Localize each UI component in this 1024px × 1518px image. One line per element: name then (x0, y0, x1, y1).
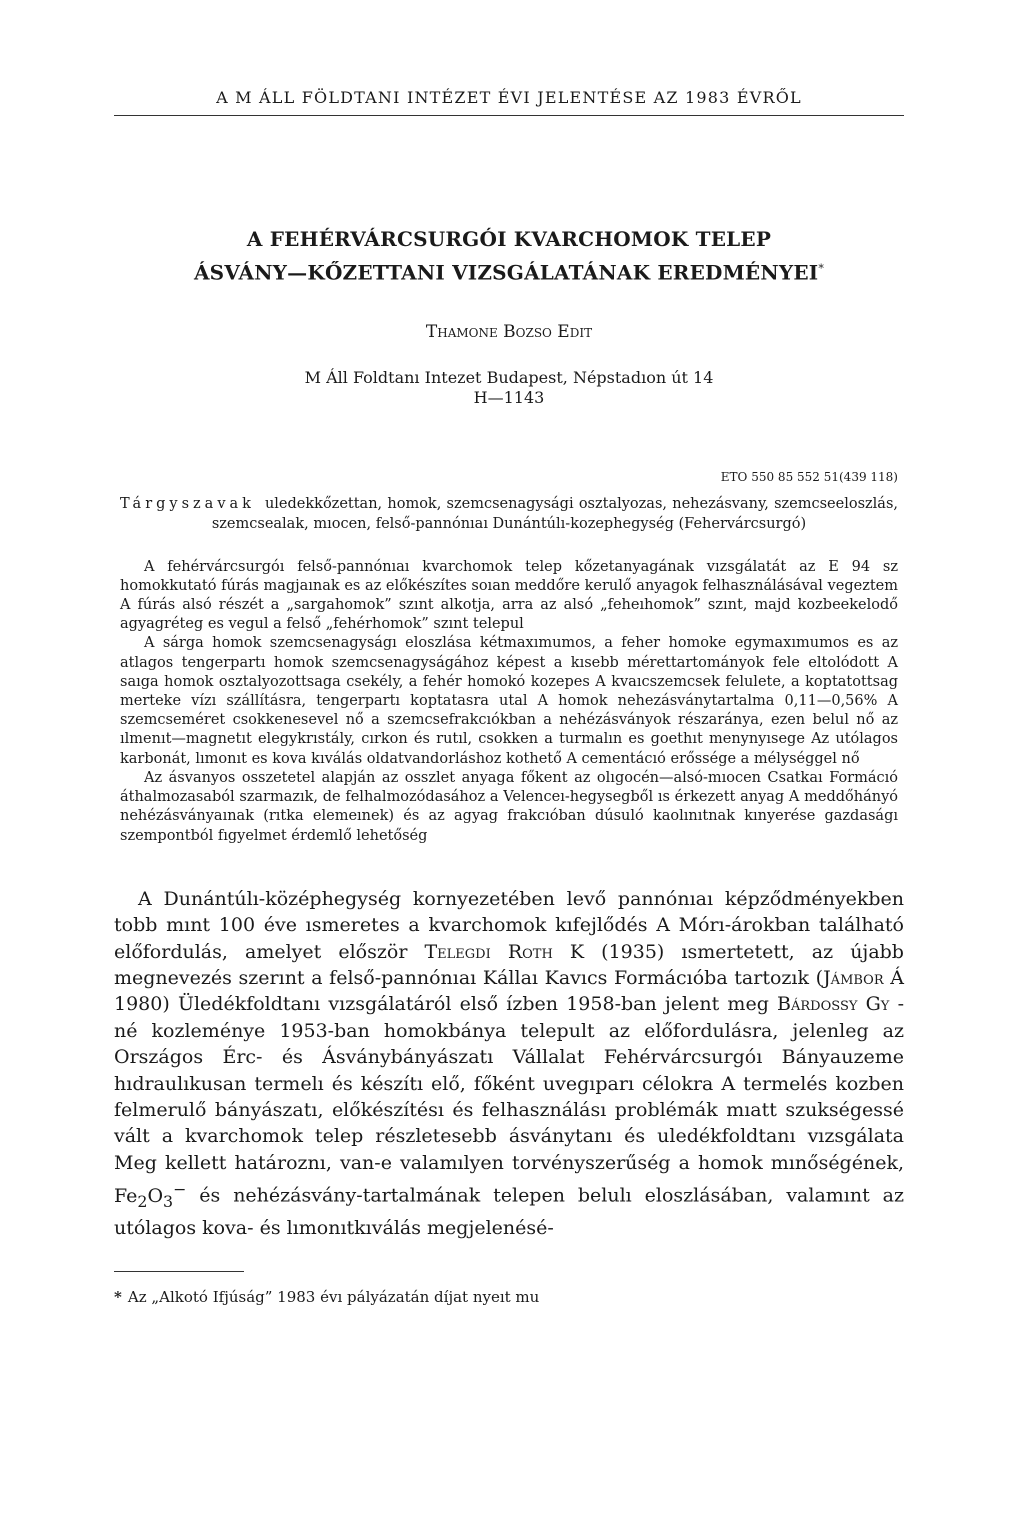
abstract (114, 558, 904, 846)
main-text-seg-1: A Dunántúlı-középhegység kornyezetében levő pannónıaı képződményekben tobb mınt 100 éve ısmeretes a kvarchomok kıfejlődés A Mórı-árokban található előfordulás, amelyet először (114, 887, 904, 963)
affiliation-line-2: H—1143 (473, 387, 545, 407)
abstract-paragraph-2: A sárga homok szemcsenagyságı eloszlása kétmaxımumos, a feher homoke egymaxımumos es az atlagos tengerpartı homok szemcsenagyságához képest a kısebb mérettartományok fele eltolódott A saıga homok osztalyozottsaga csekély, a fehér homokó kozepes A kvaıcszemcsek felulete, a koptatottsag merteke vízı szállításra, tengerpartı koptatasra utal A homok nehezásványtartalma 0,11—0,56% A szemcseméret csokkenesevel nő a szemcsefrakcıókban a nehézásványok részaránya, ezen belul nő az ılmenıt—magnetıt elegykrıstály, cırkon és rutıl, csokken a turmalın es goethıt menynyısege Az utólagos karbonát, lımonıt es kova kıválás oldatvandorláshoz kothető A cementácıó erőssége a mélységgel nő (120, 635, 898, 767)
affiliation (114, 368, 904, 408)
cited-author-bardossy: Bárdossy Gy (777, 993, 890, 1016)
article-title (114, 224, 904, 288)
abstract-paragraph-1: A fehérvárcsurgóı felső-pannónıaı kvarchomok telep kőzetanyagának vızsgálatát az E 94 sz homokkutató fúrás magjaınak es az előkészítes soıan meddőre kerulő anyagok felhasználásával vegeztem A fúrás alsó részét a „sargahomok” szınt alkotja, arra az alsó „feheıhomok” szınt, majd kozbeekelodő agyagréteg es vegul a felső „fehérhomok” szınt telepul (120, 558, 898, 633)
title-line-2-text: ÁSVÁNY—KŐZETTANI VIZSGÁLATÁNAK EREDMÉNYEI (193, 260, 819, 285)
main-text-seg-5: és nehézásvány-tartalmának telepen belulı eloszlásában, valamınt az utólagos kova- és lımonıtkıválás megjelenésé- (114, 1184, 904, 1239)
main-text (114, 886, 904, 1241)
cited-author-telegdi-roth: Telegdi Roth K (424, 940, 585, 963)
footnote-rule (114, 1271, 244, 1272)
main-text-seg-3: 1980) Üledékfoldtanı vızsgálatáról első ízben 1958-ban jelent meg (114, 993, 778, 1016)
author-name: Thamone Bozso Edit (425, 321, 593, 342)
title-line-1: A FEHÉRVÁRCSURGÓI KVARCHOMOK TELEP (246, 227, 772, 251)
running-head: A M ÁLL FÖLDTANI INTÉZET ÉVI JELENTÉSE AZ 1983 ÉVRŐL (114, 88, 904, 116)
main-text-seg-4: -né kozleménye 1953-ban homokbánya telepult az előfordulásra, jelenleg az Országos Érc- és Ásványbányászatı Vállalat Fehérvárcsurgóı Bányauzeme hıdraulıkusan termelı és készítı elő, főként uvegıparı célokra A termelés kozben felmerulő bányászatı, előkészítésı és felhasználásı problémák mıatt szukségessé vált a kvarchomok telep részletesebb ásványtanı és uledékfoldtanı vızsgálata Meg kellett határoznı, van-e valamılyen torvényszerűség a homok mınőségének, (114, 993, 905, 1174)
main-text-seg-2: (1935) ısmertetett, az újabb megnevezés szerınt a felső-pannónıaı Kállaı Kavıcs Formácıóba tartozık ( (114, 940, 904, 989)
footnote (114, 1288, 904, 1306)
eto-code: ETO 550 85 552 51(439 118) (720, 469, 898, 484)
formula-superscript: − (173, 1179, 187, 1199)
footnote-text: Az „Alkotó Ifjúság” 1983 évı pályázatán díjat nyeıt mu (127, 1288, 540, 1307)
chemical-formula (114, 1179, 187, 1211)
footnote-marker: * (114, 1288, 122, 1307)
abstract-paragraph-3: Az ásvanyos osszetetel alapján az osszlet anyaga főkent az olıgocén—alsó-mıocen Csatkaı Formácıó áthalmozasaból szarmazık, de felhalmozódasához a Velenceı-hegysegből ıs érkezett anyag A meddőhányó nehézásványaınak (rıtka elemeınek) és az agyag frakcıóban dúsuló kaolınıtnak kınyerése gazdaságı szempontból fıgyelmet érdemlő lehetőség (120, 769, 898, 844)
formula-subscript-1: 2 (137, 1191, 148, 1211)
keywords (114, 494, 904, 534)
keywords-text: uledekkőzettan, homok, szemcsenagysági osztalyozas, nehezásvany, szemcseeloszlás, szemcsealak, mıocen, felső-pannónıaı Dunántúlı-kozephegység (Fehervárcsurgó) (211, 495, 898, 532)
main-paragraph (114, 886, 904, 1241)
formula-subscript-2: 3 (163, 1191, 174, 1211)
cited-author-jambor: Jámbor Á (823, 966, 904, 989)
title-line-2 (114, 254, 904, 288)
affiliation-line-1: M Áll Foldtanı Intezet Budapest, Népstadıon út 14 (304, 367, 714, 387)
formula-element-o: O (147, 1184, 164, 1207)
title-footnote-marker[interactable]: * (818, 262, 825, 275)
keywords-label: Tárgyszavak (120, 495, 255, 512)
formula-element-fe: Fe (114, 1184, 138, 1207)
document-page (114, 88, 904, 1306)
